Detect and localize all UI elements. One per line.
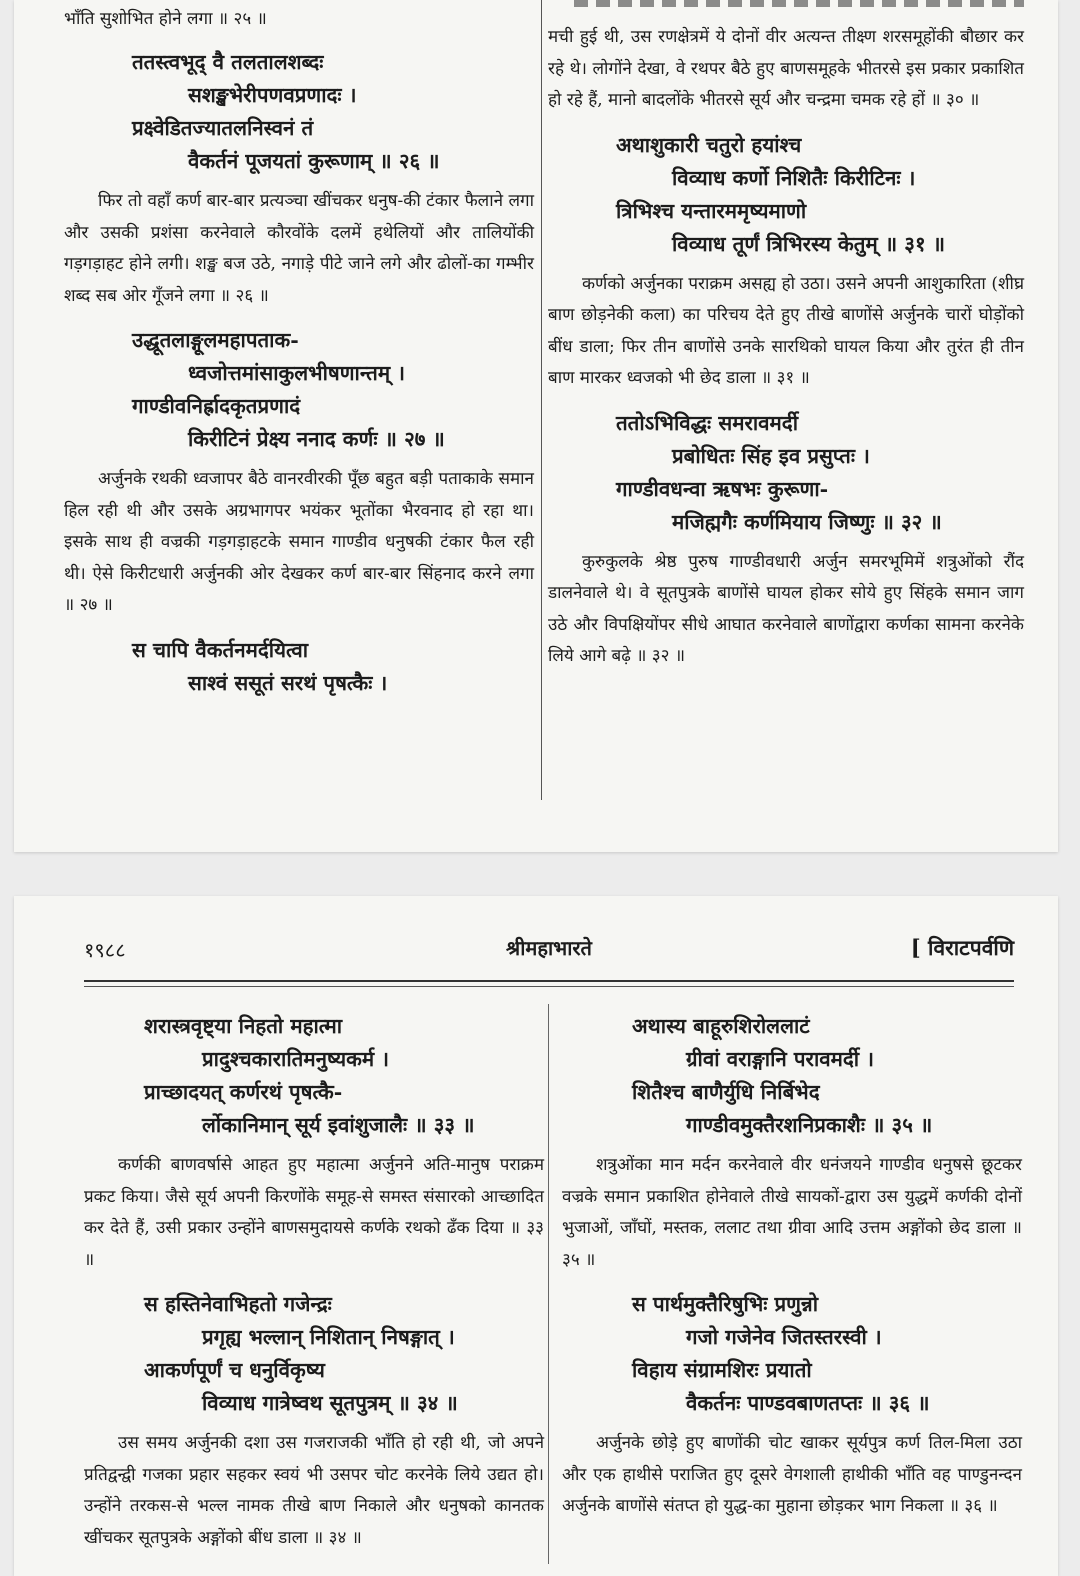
translation-35: शत्रुओंका मान मर्दन करनेवाले वीर धनंजयने गाण्डीव धनुषसे छूटकर वज्रके समान प्रकाशित होनेवाले तीखे सायकों-द्वारा उस युद्धमें कर्णकी दोनों भुजाओं, जाँघों, मस्तक, ललाट तथा ग्रीवा आदि उत्तम अङ्गोंको छेद डाला ॥ ३५ ॥ xyxy=(562,1155,1022,1270)
continued-line: भाँति सुशोभित होने लगा ॥ २५ ॥ xyxy=(64,9,267,29)
cut-off-text-line xyxy=(574,0,1024,7)
page-header xyxy=(84,934,1014,970)
verse-line: गजो गजेनेव जितस्तरस्वी । xyxy=(686,1325,882,1349)
verse-line: ध्वजोत्तमांसाकुलभीषणान्तम् । xyxy=(188,361,406,385)
verse-28-partial xyxy=(64,634,534,700)
verse-26 xyxy=(64,46,534,178)
verse-line: विहाय संग्रामशिरः प्रयातो xyxy=(632,1358,812,1382)
translation-36: अर्जुनके छोड़े हुए बाणोंकी चोट खाकर सूर्यपुत्र कर्ण तिल-मिला उठा और एक हाथीसे पराजित हुए दूसरे वेगशाली हाथीकी भाँति वह पाण्डुनन्दन अर्जुनके बाणोंसे संतप्त हो युद्ध-का मुहाना छोड़कर भाग निकला ॥ ३६ ॥ xyxy=(562,1433,1022,1516)
verse-31 xyxy=(548,129,1024,261)
verse-27 xyxy=(64,324,534,456)
translation-33: कर्णकी बाणवर्षासे आहत हुए महात्मा अर्जुनने अति-मानुष पराक्रम प्रकट किया। जैसे सूर्य अपनी किरणोंके समूह-से समस्त संसारको आच्छादित कर देते हैं, उसी प्रकार उन्होंने बाणसमुदायसे कर्णके रथको ढँक दिया ॥ ३३ ॥ xyxy=(84,1155,544,1270)
verse-line: शितैश्च बाणैर्युधि निर्बिभेद xyxy=(632,1080,820,1104)
translation-27: अर्जुनके रथकी ध्वजापर बैठे वानरवीरकी पूँछ बहुत बड़ी पताकाके समान हिल रही थी और उसके अग्रभागपर भयंकर भूतोंका भैरवनाद हो रहा था। इसके साथ ही वज्रकी गड़गड़ाहटके समान गाण्डीव धनुषकी टंकार फैल रही थी। ऐसे किरीटधारी अर्जुनकी ओर देखकर कर्ण बार-बार सिंहनाद करने लगा ॥ २७ ॥ xyxy=(64,469,534,615)
verse-35 xyxy=(562,1010,1022,1142)
section-title: [ विराटपर्वणि xyxy=(910,935,1014,960)
right-column xyxy=(562,1010,1022,1531)
column-divider xyxy=(541,0,542,800)
page-number: १९८८ xyxy=(84,938,126,962)
verse-line: अथाशुकारी चतुरो हयांश्च xyxy=(616,132,802,157)
verse-line: प्रक्ष्वेडितज्यातलनिस्वनं तं xyxy=(132,116,314,140)
verse-line: विव्याध गात्रेष्वथ सूतपुत्रम् ॥ ३४ ॥ xyxy=(202,1391,458,1415)
verse-36 xyxy=(562,1288,1022,1420)
verse-line: स हस्तिनेवाभिहतो गजेन्द्रः xyxy=(144,1292,332,1316)
running-title: श्रीमहाभारते xyxy=(506,936,592,960)
header-rule xyxy=(84,980,1014,982)
verse-line: गाण्डीवमुक्तैरशनिप्रकाशैः ॥ ३५ ॥ xyxy=(686,1113,933,1137)
verse-line: मजिह्मगैः कर्णमियाय जिष्णुः ॥ ३२ ॥ xyxy=(672,509,942,534)
verse-line: विव्याध तूर्णं त्रिभिरस्य केतुम् ॥ ३१ ॥ xyxy=(672,231,946,256)
verse-line: ततोऽभिविद्धः समरावमर्दी xyxy=(616,410,799,435)
verse-33 xyxy=(84,1010,544,1142)
verse-34 xyxy=(84,1288,544,1420)
verse-line: प्राच्छादयत् कर्णरथं पृषत्कै- xyxy=(144,1080,343,1104)
verse-32 xyxy=(548,407,1024,539)
translation-34: उस समय अर्जुनकी दशा उस गजराजकी भाँति हो रही थी, जो अपने प्रतिद्वन्द्वी गजका प्रहार सहकर स्वयं भी उसपर चोट करनेके लिये उद्यत हो। उन्होंने तरकस-से भल्ल नामक तीखे बाण निकाले और धनुषको कानतक खींचकर सूतपुत्रके अङ्गोंको बींध डाला ॥ ३४ ॥ xyxy=(84,1433,544,1548)
translation-26: फिर तो वहाँ कर्ण बार-बार प्रत्यञ्चा खींचकर धनुष-की टंकार फैलाने लगा और उसकी प्रशंसा करनेवाले कौरवोंके दलमें हथेलियों और तालियोंकी गड़गड़ाहट होने लगी। शङ्ख बज उठे, नगाड़े पीटे जाने लगे और ढोलों-का गम्भीर शब्द सब ओर गूँजने लगा ॥ २६ ॥ xyxy=(64,191,534,306)
verse-line: ततस्त्वभूद् वै तलतालशब्दः xyxy=(132,50,324,74)
verse-line: वैकर्तनः पाण्डवबाणतप्तः ॥ ३६ ॥ xyxy=(686,1391,930,1415)
verse-line: सशङ्खभेरीपणवप्रणादः । xyxy=(188,83,357,107)
book-page-1 xyxy=(14,0,1058,852)
verse-line: गाण्डीवनिर्ह्रादकृतप्रणादं xyxy=(132,394,301,418)
verse-line: प्रगृह्य भल्लान् निशितान् निषङ्गात् । xyxy=(202,1325,455,1349)
verse-line: उद्धूतलाङ्गूलमहापताक- xyxy=(132,328,299,352)
column-divider xyxy=(548,1004,549,1564)
left-column xyxy=(84,1010,544,1562)
book-page-2 xyxy=(14,896,1058,1576)
verse-line: र्लोकानिमान् सूर्य इवांशुजालैः ॥ ३३ ॥ xyxy=(202,1113,475,1137)
verse-line: किरीटिनं प्रेक्ष्य ननाद कर्णः ॥ २७ ॥ xyxy=(188,427,445,451)
header-rule-thin xyxy=(84,986,1014,987)
verse-line: ग्रीवां वराङ्गानि परावमर्दी । xyxy=(686,1047,875,1071)
verse-line: शरास्त्रवृष्ट्या निहतो महात्मा xyxy=(144,1014,343,1038)
verse-line: आकर्णपूर्णं च धनुर्विकृष्य xyxy=(144,1358,325,1382)
right-column xyxy=(548,22,1024,681)
verse-line: विव्याध कर्णो निशितैः किरीटिनः । xyxy=(672,165,916,190)
translation-30-tail: मची हुई थी, उस रणक्षेत्रमें ये दोनों वीर अत्यन्त तीक्ष्ण शरसमूहोंकी बौछार कर रहे थे। लोगोंने देखा, वे रथपर बैठे हुए बाणसमूहके भीतरसे इस प्रकार प्रकाशित हो रहे हैं, मानो बादलोंके भीतरसे सूर्य और चन्द्रमा चमक रहे हों ॥ ३० ॥ xyxy=(548,27,1024,110)
verse-line: स चापि वैकर्तनमर्दयित्वा xyxy=(132,637,309,662)
verse-line: स पार्थमुक्तैरिषुभिः प्रणुन्नो xyxy=(632,1292,819,1316)
verse-line: साश्वं ससूतं सरथं पृषत्कैः । xyxy=(188,670,388,695)
translation-31: कर्णको अर्जुनका पराक्रम असह्य हो उठा। उसने अपनी आशुकारिता (शीघ्र बाण छोड़नेकी कला) का परिचय देते हुए तीखे बाणोंसे अर्जुनके चारों घोड़ोंको बींध डाला; फिर तीन बाणोंसे उनके सारथिको घायल किया और तुरंत ही तीन बाण मारकर ध्वजको भी छेद डाला ॥ ३१ ॥ xyxy=(548,273,1024,388)
verse-line: त्रिभिश्च यन्तारममृष्यमाणो xyxy=(616,198,807,223)
translation-32: कुरुकुलके श्रेष्ठ पुरुष गाण्डीवधारी अर्जुन समरभूमिमें शत्रुओंको रौंद डालनेवाले थे। वे सूतपुत्रके बाणोंसे घायल होकर सोये हुए सिंहके समान जाग उठे और विपक्षियोंपर सीधे आघात करनेवाले बाणोंद्वारा कर्णका सामना करनेके लिये आगे बढ़े ॥ ३२ ॥ xyxy=(548,551,1024,666)
left-column xyxy=(64,4,534,708)
verse-line: अथास्य बाहूरुशिरोललाटं xyxy=(632,1014,810,1038)
verse-line: गाण्डीवधन्वा ऋषभः कुरूणा- xyxy=(616,476,829,501)
verse-line: प्रादुश्चकारातिमनुष्यकर्म । xyxy=(202,1047,390,1071)
verse-line: प्रबोधितः सिंह इव प्रसुप्तः । xyxy=(672,443,870,468)
verse-line: वैकर्तनं पूजयतां कुरूणाम् ॥ २६ ॥ xyxy=(188,149,440,173)
